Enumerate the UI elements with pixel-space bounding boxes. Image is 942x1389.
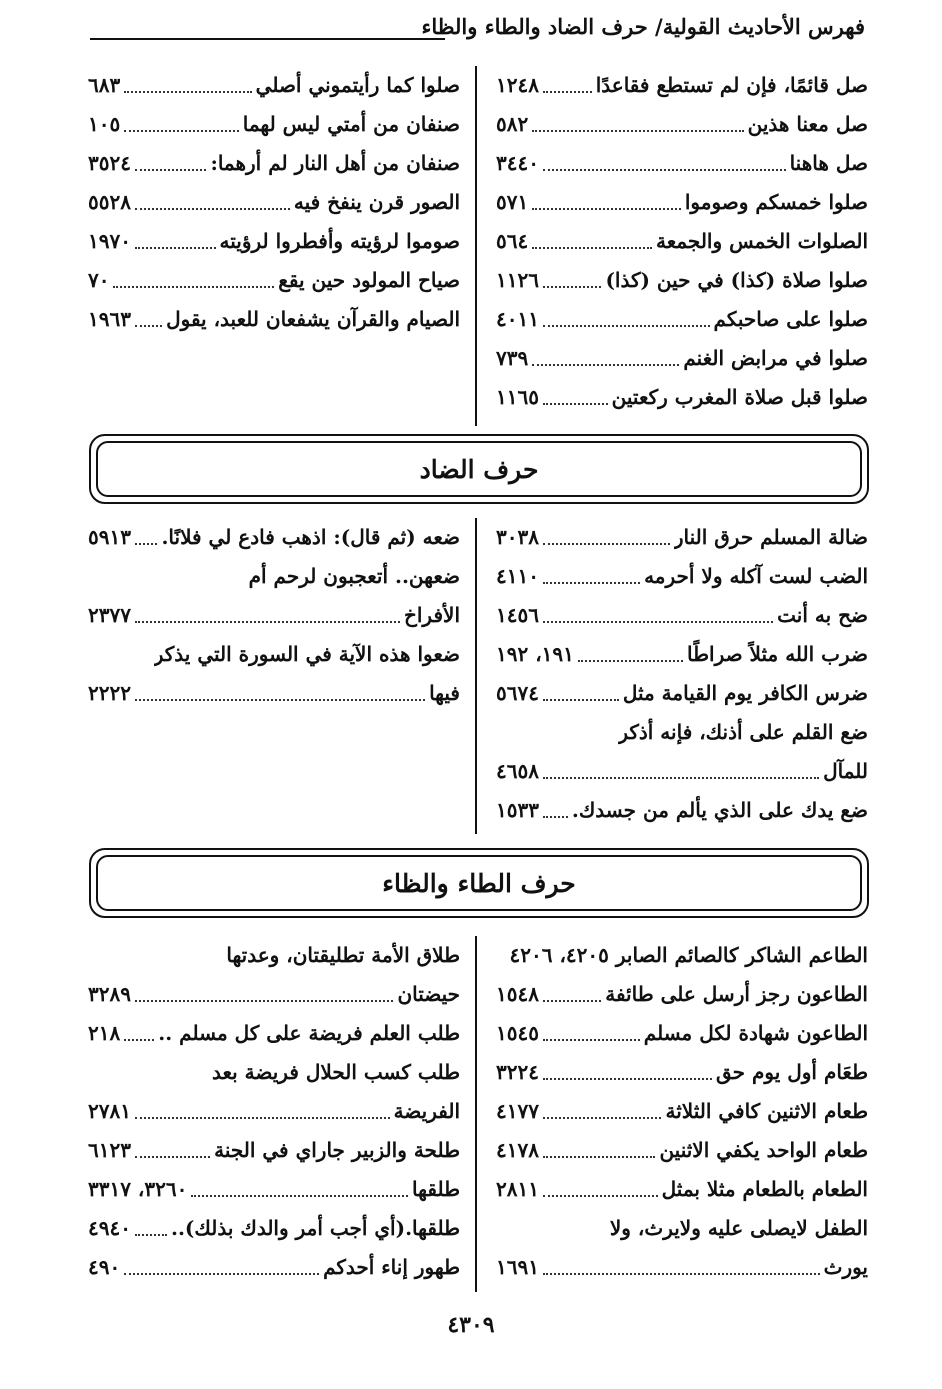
entry-text: يورث bbox=[823, 1255, 868, 1279]
entry-text: طلحة والزبير جاراي في الجنة bbox=[214, 1138, 460, 1162]
index-entry bbox=[88, 1248, 460, 1287]
entry-line bbox=[496, 144, 868, 183]
index-entry bbox=[88, 1209, 460, 1248]
dot-leader bbox=[124, 1039, 154, 1041]
entry-text: ضعهن.. أتعجبون لرحم أم bbox=[248, 564, 460, 588]
index-entry bbox=[496, 674, 868, 713]
entry-line bbox=[496, 1053, 868, 1092]
entry-text: الطفل لايصلى عليه ولايرث، ولا bbox=[609, 1216, 868, 1240]
dot-leader bbox=[543, 1117, 662, 1119]
index-entry bbox=[496, 183, 868, 222]
index-entry bbox=[496, 66, 868, 105]
entry-text: طلقها bbox=[412, 1177, 460, 1201]
entry-reference-number: ١٠٥ bbox=[88, 112, 121, 136]
dot-leader bbox=[543, 325, 710, 327]
entry-text: الصلوات الخمس والجمعة bbox=[655, 229, 868, 253]
entry-line bbox=[496, 66, 868, 105]
dot-leader bbox=[135, 1117, 390, 1119]
entry-reference-number: ٥٦٤ bbox=[496, 229, 529, 253]
index-entry bbox=[88, 1053, 460, 1131]
dot-leader bbox=[543, 403, 608, 405]
index-entry bbox=[88, 1014, 460, 1053]
entry-reference-number: ٢٣٧٧ bbox=[88, 603, 131, 627]
index-entry bbox=[496, 557, 868, 596]
index-entry bbox=[496, 1170, 868, 1209]
entry-reference-number: ٥٧١ bbox=[496, 190, 529, 214]
entry-line bbox=[496, 300, 868, 339]
dot-leader bbox=[543, 91, 592, 93]
dot-leader bbox=[543, 816, 568, 818]
entry-text: طعَام أول يوم حق bbox=[715, 1060, 868, 1084]
dot-leader bbox=[543, 1273, 820, 1275]
dot-leader bbox=[543, 286, 601, 288]
entry-line bbox=[496, 713, 868, 752]
entry-line bbox=[496, 261, 868, 300]
entry-text: ضالة المسلم حرق النار bbox=[673, 525, 868, 549]
left-column bbox=[88, 936, 460, 1287]
index-entry bbox=[88, 144, 460, 183]
entry-reference-number: ١٩٦٣ bbox=[88, 307, 131, 331]
dot-leader bbox=[124, 130, 238, 132]
index-entry bbox=[496, 1014, 868, 1053]
entry-line bbox=[496, 635, 868, 674]
index-entry bbox=[88, 557, 460, 635]
index-section-sad bbox=[88, 66, 868, 426]
entry-text: صلوا صلاة (كذا) في حين (كذا) bbox=[605, 268, 868, 292]
dot-leader bbox=[135, 543, 158, 545]
entry-line bbox=[496, 791, 868, 830]
index-entry bbox=[496, 596, 868, 635]
entry-reference-number: ١٥٤٥ bbox=[496, 1021, 539, 1045]
entry-line bbox=[88, 1131, 460, 1170]
left-column bbox=[88, 66, 460, 339]
index-section-ta-dha bbox=[88, 936, 868, 1292]
entry-text: طهور إناء أحدكم bbox=[323, 1255, 460, 1279]
dot-leader bbox=[113, 286, 274, 288]
entry-line bbox=[496, 1092, 868, 1131]
entry-line bbox=[88, 635, 460, 674]
dot-leader bbox=[532, 130, 743, 132]
dot-leader bbox=[135, 208, 290, 210]
entry-line bbox=[88, 144, 460, 183]
dot-leader bbox=[135, 621, 400, 623]
running-header bbox=[90, 10, 865, 46]
dot-leader bbox=[135, 1000, 393, 1002]
entry-text: الضب لست آكله ولا أحرمه bbox=[644, 564, 868, 588]
index-entry bbox=[88, 1170, 460, 1209]
entry-text: طعام الواحد يكفي الاثنين bbox=[659, 1138, 868, 1162]
entry-text: الصور قرن ينفخ فيه bbox=[293, 190, 460, 214]
entry-text: للمآل bbox=[823, 759, 868, 783]
entry-text: الطاعون شهادة لكل مسلم bbox=[643, 1021, 868, 1045]
entry-line bbox=[496, 1170, 868, 1209]
section-banner-ta-dha bbox=[89, 848, 869, 918]
entry-reference-number: ٣٥٢٤ bbox=[88, 151, 131, 175]
entry-text: صلوا خمسكم وصوموا bbox=[684, 190, 868, 214]
dot-leader bbox=[124, 91, 251, 93]
dot-leader bbox=[543, 582, 640, 584]
page-number: ٤٣٠٩ bbox=[447, 1312, 495, 1338]
entry-line bbox=[88, 300, 460, 339]
entry-text: صنفان من أهل النار لم أرهما: bbox=[210, 151, 460, 175]
entry-text: ضح به أنت bbox=[777, 603, 868, 627]
entry-reference-number: ٤١٧٧ bbox=[496, 1099, 539, 1123]
entry-reference-number: ٢١٨ bbox=[88, 1021, 121, 1045]
entry-reference-number: ٤١١٠ bbox=[496, 564, 539, 588]
index-entry bbox=[496, 975, 868, 1014]
dot-leader bbox=[135, 699, 425, 701]
right-column bbox=[496, 66, 868, 417]
entry-line bbox=[88, 1092, 460, 1131]
left-column bbox=[88, 518, 460, 713]
dot-leader bbox=[532, 208, 681, 210]
entry-line bbox=[496, 1209, 868, 1248]
dot-leader bbox=[191, 1195, 408, 1197]
entry-reference-number: ١٢٤٨ bbox=[496, 73, 539, 97]
index-entry bbox=[496, 1209, 868, 1287]
index-entry bbox=[496, 261, 868, 300]
right-column bbox=[496, 518, 868, 830]
index-section-dad bbox=[88, 518, 868, 834]
column-divider bbox=[475, 936, 477, 1292]
entry-reference-number: ٢٧٨١ bbox=[88, 1099, 131, 1123]
index-entry bbox=[496, 518, 868, 557]
dot-leader bbox=[543, 1000, 601, 1002]
entry-text: صلوا كما رأيتموني أصلي bbox=[255, 73, 460, 97]
entry-text: صلوا في مرابض الغنم bbox=[683, 346, 868, 370]
banner-frame bbox=[96, 441, 862, 497]
dot-leader bbox=[135, 1234, 167, 1236]
index-entry bbox=[88, 105, 460, 144]
dot-leader bbox=[543, 1156, 655, 1158]
entry-text: الطاعم الشاكر كالصائم الصابر ٤٢٠٥، ٤٢٠٦ bbox=[509, 943, 868, 967]
entry-reference-number: ٤١٧٨ bbox=[496, 1138, 539, 1162]
entry-line bbox=[88, 1170, 460, 1209]
entry-line bbox=[496, 339, 868, 378]
entry-text: ضعوا هذه الآية في السورة التي يذكر bbox=[153, 642, 460, 666]
dot-leader bbox=[124, 1273, 319, 1275]
entry-text: ضع القلم على أذنك، فإنه أذكر bbox=[618, 720, 868, 744]
banner-title: حرف الضاد bbox=[419, 454, 539, 484]
entry-reference-number: ٦٨٣ bbox=[88, 73, 121, 97]
entry-reference-number: ٤٦٥٨ bbox=[496, 759, 539, 783]
index-entry bbox=[88, 518, 460, 557]
entry-text: طلب العلم فريضة على كل مسلم .. bbox=[158, 1021, 460, 1045]
index-entry bbox=[496, 144, 868, 183]
index-entry bbox=[88, 635, 460, 713]
header-title: فهرس الأحاديث القولية/ حرف الضاد والطاء والظاء bbox=[421, 14, 865, 39]
index-entry bbox=[496, 1131, 868, 1170]
entry-reference-number: ٧٠ bbox=[88, 268, 110, 292]
index-entry bbox=[496, 1053, 868, 1092]
entry-text: ضرب الله مثلاً صراطًا bbox=[687, 642, 868, 666]
entry-text: صل قائمًا، فإن لم تستطع فقاعدًا bbox=[595, 73, 868, 97]
entry-reference-number: ٥٩١٣ bbox=[88, 525, 131, 549]
entry-reference-number: ١٤٥٦ bbox=[496, 603, 539, 627]
entry-reference-number: ٥٥٢٨ bbox=[88, 190, 131, 214]
entry-line bbox=[88, 1209, 460, 1248]
entry-reference-number: ٧٣٩ bbox=[496, 346, 529, 370]
section-banner-dad bbox=[89, 434, 869, 504]
dot-leader bbox=[135, 1156, 210, 1158]
entry-text: صياح المولود حين يقع bbox=[278, 268, 460, 292]
entry-text: الصيام والقرآن يشفعان للعبد، يقول bbox=[166, 307, 460, 331]
index-entry bbox=[88, 261, 460, 300]
index-entry bbox=[88, 222, 460, 261]
index-entry bbox=[496, 791, 868, 830]
dot-leader bbox=[532, 247, 652, 249]
entry-line bbox=[496, 1014, 868, 1053]
entry-reference-number: ١٩٧٠ bbox=[88, 229, 131, 253]
entry-text: الأفراخ bbox=[403, 603, 460, 627]
dot-leader bbox=[543, 1039, 640, 1041]
entry-line bbox=[88, 183, 460, 222]
entry-line bbox=[496, 752, 868, 791]
entry-reference-number: ٣٢٢٤ bbox=[496, 1060, 539, 1084]
entry-text: طلاق الأمة تطليقتان، وعدتها bbox=[226, 943, 460, 967]
entry-text: الفريضة bbox=[393, 1099, 460, 1123]
entry-line bbox=[88, 557, 460, 596]
entry-reference-number: ٣٤٤٠ bbox=[496, 151, 539, 175]
entry-text: ضرس الكافر يوم القيامة مثل bbox=[622, 681, 868, 705]
right-column bbox=[496, 936, 868, 1287]
entry-text: صل معنا هذين bbox=[747, 112, 868, 136]
entry-reference-number: ٢٨١١ bbox=[496, 1177, 539, 1201]
entry-text: طلقها.(أي أجب أمر والدك بذلك).. bbox=[170, 1216, 460, 1240]
header-rule bbox=[90, 38, 445, 40]
entry-line bbox=[496, 518, 868, 557]
entry-text: ضعه (ثم قال): اذهب فادع لي فلانًا. bbox=[161, 525, 460, 549]
dot-leader bbox=[532, 364, 679, 366]
entry-line bbox=[496, 222, 868, 261]
index-entry bbox=[496, 300, 868, 339]
entry-reference-number: ١٥٤٨ bbox=[496, 982, 539, 1006]
entry-text: صلوا على صاحبكم bbox=[713, 307, 868, 331]
entry-line bbox=[88, 1053, 460, 1092]
index-entry bbox=[496, 222, 868, 261]
entry-line bbox=[88, 66, 460, 105]
index-entry bbox=[88, 66, 460, 105]
entry-line bbox=[496, 975, 868, 1014]
index-entry bbox=[496, 1092, 868, 1131]
dot-leader bbox=[543, 621, 773, 623]
entry-text: حيضتان bbox=[397, 982, 460, 1006]
entry-reference-number: ٤٩٠ bbox=[88, 1255, 121, 1279]
entry-line bbox=[88, 518, 460, 557]
column-divider bbox=[475, 66, 477, 426]
dot-leader bbox=[543, 1078, 712, 1080]
entry-text: صلوا قبل صلاة المغرب ركعتين bbox=[611, 385, 868, 409]
entry-line bbox=[88, 1014, 460, 1053]
column-divider bbox=[475, 518, 477, 834]
entry-reference-number: ٣٠٣٨ bbox=[496, 525, 539, 549]
entry-reference-number: ٣٢٨٩ bbox=[88, 982, 131, 1006]
entry-text: الطاعون رجز أرسل على طائفة bbox=[605, 982, 868, 1006]
entry-reference-number: ١١٢٦ bbox=[496, 268, 539, 292]
entry-line bbox=[88, 596, 460, 635]
entry-line bbox=[496, 936, 868, 975]
entry-text: طعام الاثنين كافي الثلاثة bbox=[665, 1099, 868, 1123]
index-entry bbox=[88, 936, 460, 1014]
index-entry bbox=[496, 378, 868, 417]
entry-line bbox=[88, 936, 460, 975]
entry-text: صل هاهنا bbox=[789, 151, 868, 175]
index-entry bbox=[88, 183, 460, 222]
entry-text: صوموا لرؤيته وأفطروا لرؤيته bbox=[219, 229, 460, 253]
entry-line bbox=[88, 975, 460, 1014]
entry-text: الطعام بالطعام مثلا بمثل bbox=[661, 1177, 868, 1201]
entry-reference-number: ٤٠١١ bbox=[496, 307, 539, 331]
dot-leader bbox=[135, 325, 162, 327]
entry-line bbox=[88, 105, 460, 144]
entry-reference-number: ١٦٩١ bbox=[496, 1255, 539, 1279]
index-entry bbox=[496, 339, 868, 378]
entry-line bbox=[88, 222, 460, 261]
index-entry bbox=[496, 635, 868, 674]
entry-line bbox=[496, 378, 868, 417]
entry-line bbox=[496, 596, 868, 635]
entry-reference-number: ١١٦٥ bbox=[496, 385, 539, 409]
entry-reference-number: ١٩١، ١٩٢ bbox=[496, 642, 574, 666]
entry-line bbox=[496, 1131, 868, 1170]
index-entry bbox=[88, 300, 460, 339]
entry-text: ضع يدك على الذي يألم من جسدك. bbox=[571, 798, 868, 822]
dot-leader bbox=[543, 1195, 658, 1197]
entry-text: طلب كسب الحلال فريضة بعد bbox=[212, 1060, 460, 1084]
entry-line bbox=[496, 183, 868, 222]
dot-leader bbox=[543, 543, 670, 545]
entry-text: صنفان من أمتي ليس لهما bbox=[242, 112, 460, 136]
entry-line bbox=[88, 1248, 460, 1287]
entry-reference-number: ٢٢٢٢ bbox=[88, 681, 131, 705]
index-entry bbox=[496, 105, 868, 144]
entry-line bbox=[88, 261, 460, 300]
dot-leader bbox=[578, 660, 683, 662]
entry-reference-number: ٥٨٢ bbox=[496, 112, 529, 136]
banner-title: حرف الطاء والظاء bbox=[382, 868, 576, 898]
index-entry bbox=[496, 936, 868, 975]
entry-line bbox=[496, 557, 868, 596]
entry-line bbox=[496, 674, 868, 713]
entry-line bbox=[496, 105, 868, 144]
entry-reference-number: ٥٦٧٤ bbox=[496, 681, 539, 705]
entry-reference-number: ١٥٣٣ bbox=[496, 798, 539, 822]
entry-text: فيها bbox=[429, 681, 460, 705]
dot-leader bbox=[543, 699, 619, 701]
dot-leader bbox=[543, 777, 819, 779]
entry-reference-number: ٤٩٤٠ bbox=[88, 1216, 131, 1240]
entry-line bbox=[496, 1248, 868, 1287]
index-entry bbox=[496, 713, 868, 791]
banner-frame bbox=[96, 855, 862, 911]
index-entry bbox=[88, 1131, 460, 1170]
entry-reference-number: ٦١٢٣ bbox=[88, 1138, 131, 1162]
entry-reference-number: ٣٢٦٠، ٣٣١٧ bbox=[88, 1177, 188, 1201]
dot-leader bbox=[543, 169, 786, 171]
dot-leader bbox=[135, 247, 216, 249]
entry-line bbox=[88, 674, 460, 713]
dot-leader bbox=[135, 169, 206, 171]
